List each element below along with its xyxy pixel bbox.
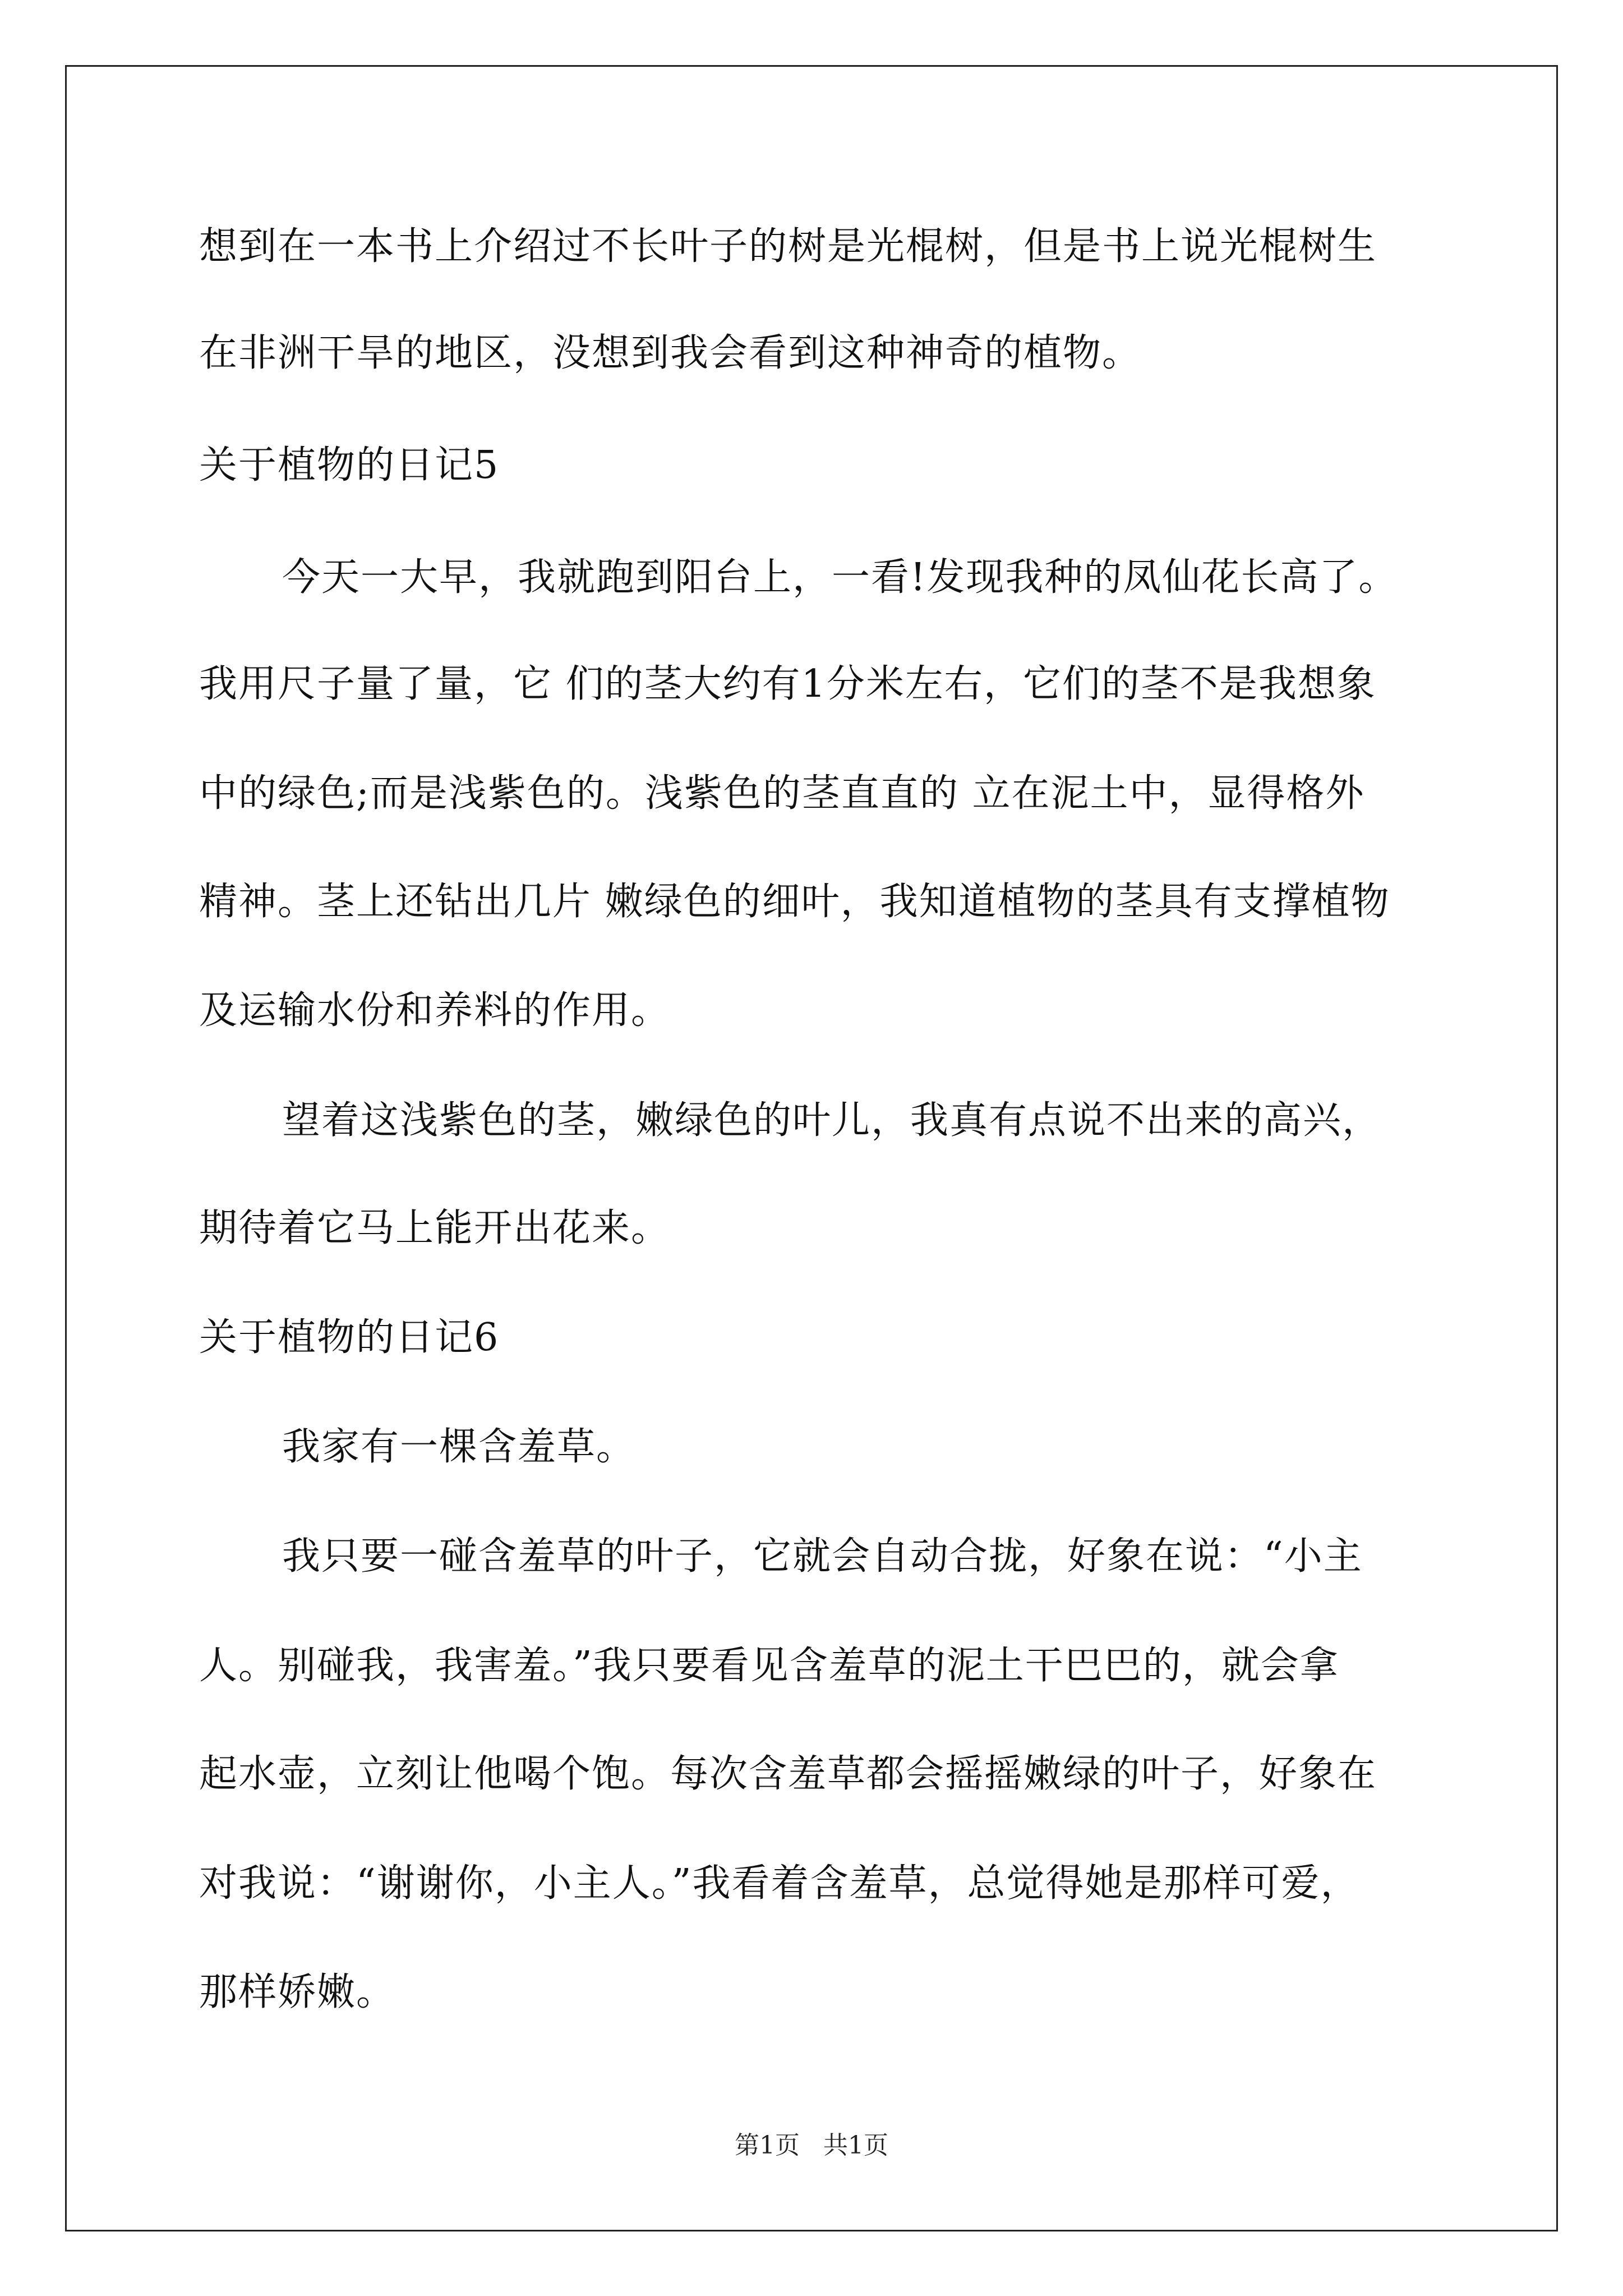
section-heading: 关于植物的日记5 — [199, 443, 500, 487]
page-number: 第1页 — [735, 2131, 800, 2160]
paragraph-line: 人。别碰我，我害羞。”我只要看见含羞草的泥土干巴巴的，就会拿 — [199, 1644, 1339, 1688]
paragraph-line: 我只要一碰含羞草的叶子，它就会自动合拢，好象在说：“小主 — [282, 1534, 1363, 1579]
paragraph-line: 及运输水份和养料的作用。 — [199, 988, 671, 1033]
paragraph-line: 精神。茎上还钻出几片 嫩绿色的细叶，我知道植物的茎具有支撑植物 — [199, 880, 1390, 924]
paragraph-line: 起水壶，立刻让他喝个饱。每次含羞草都会摇摇嫩绿的叶子，好象在 — [199, 1752, 1377, 1796]
paragraph-line: 我用尺子量了量，它 们的茎大约有1分米左右，它们的茎不是我想象 — [199, 662, 1376, 706]
paragraph-line: 在非洲干旱的地区，没想到我会看到这种神奇的植物。 — [199, 331, 1142, 375]
page-footer — [0, 2132, 1623, 2160]
page-total: 共1页 — [823, 2131, 888, 2160]
paragraph-line: 想到在一本书上介绍过不长叶子的树是光棍树，但是书上说光棍树生 — [199, 224, 1377, 269]
paragraph-line: 望着这浅紫色的茎，嫩绿色的叶儿，我真有点说不出来的高兴， — [282, 1098, 1382, 1143]
page-border — [65, 65, 1558, 2231]
section-heading: 关于植物的日记6 — [199, 1315, 500, 1360]
paragraph-line: 期待着它马上能开出花来。 — [199, 1206, 671, 1250]
paragraph-line: 我家有一棵含羞草。 — [282, 1425, 636, 1469]
paragraph-line: 中的绿色;而是浅紫色的。浅紫色的茎直直的 立在泥土中，显得格外 — [199, 771, 1365, 816]
paragraph-line: 那样娇嫩。 — [199, 1970, 396, 2014]
paragraph-line: 今天一大早，我就跑到阳台上，一看!发现我种的凤仙花长高了。 — [282, 555, 1398, 600]
paragraph-line: 对我说：“谢谢你，小主人。”我看着含羞草，总觉得她是那样可爱， — [199, 1861, 1360, 1906]
